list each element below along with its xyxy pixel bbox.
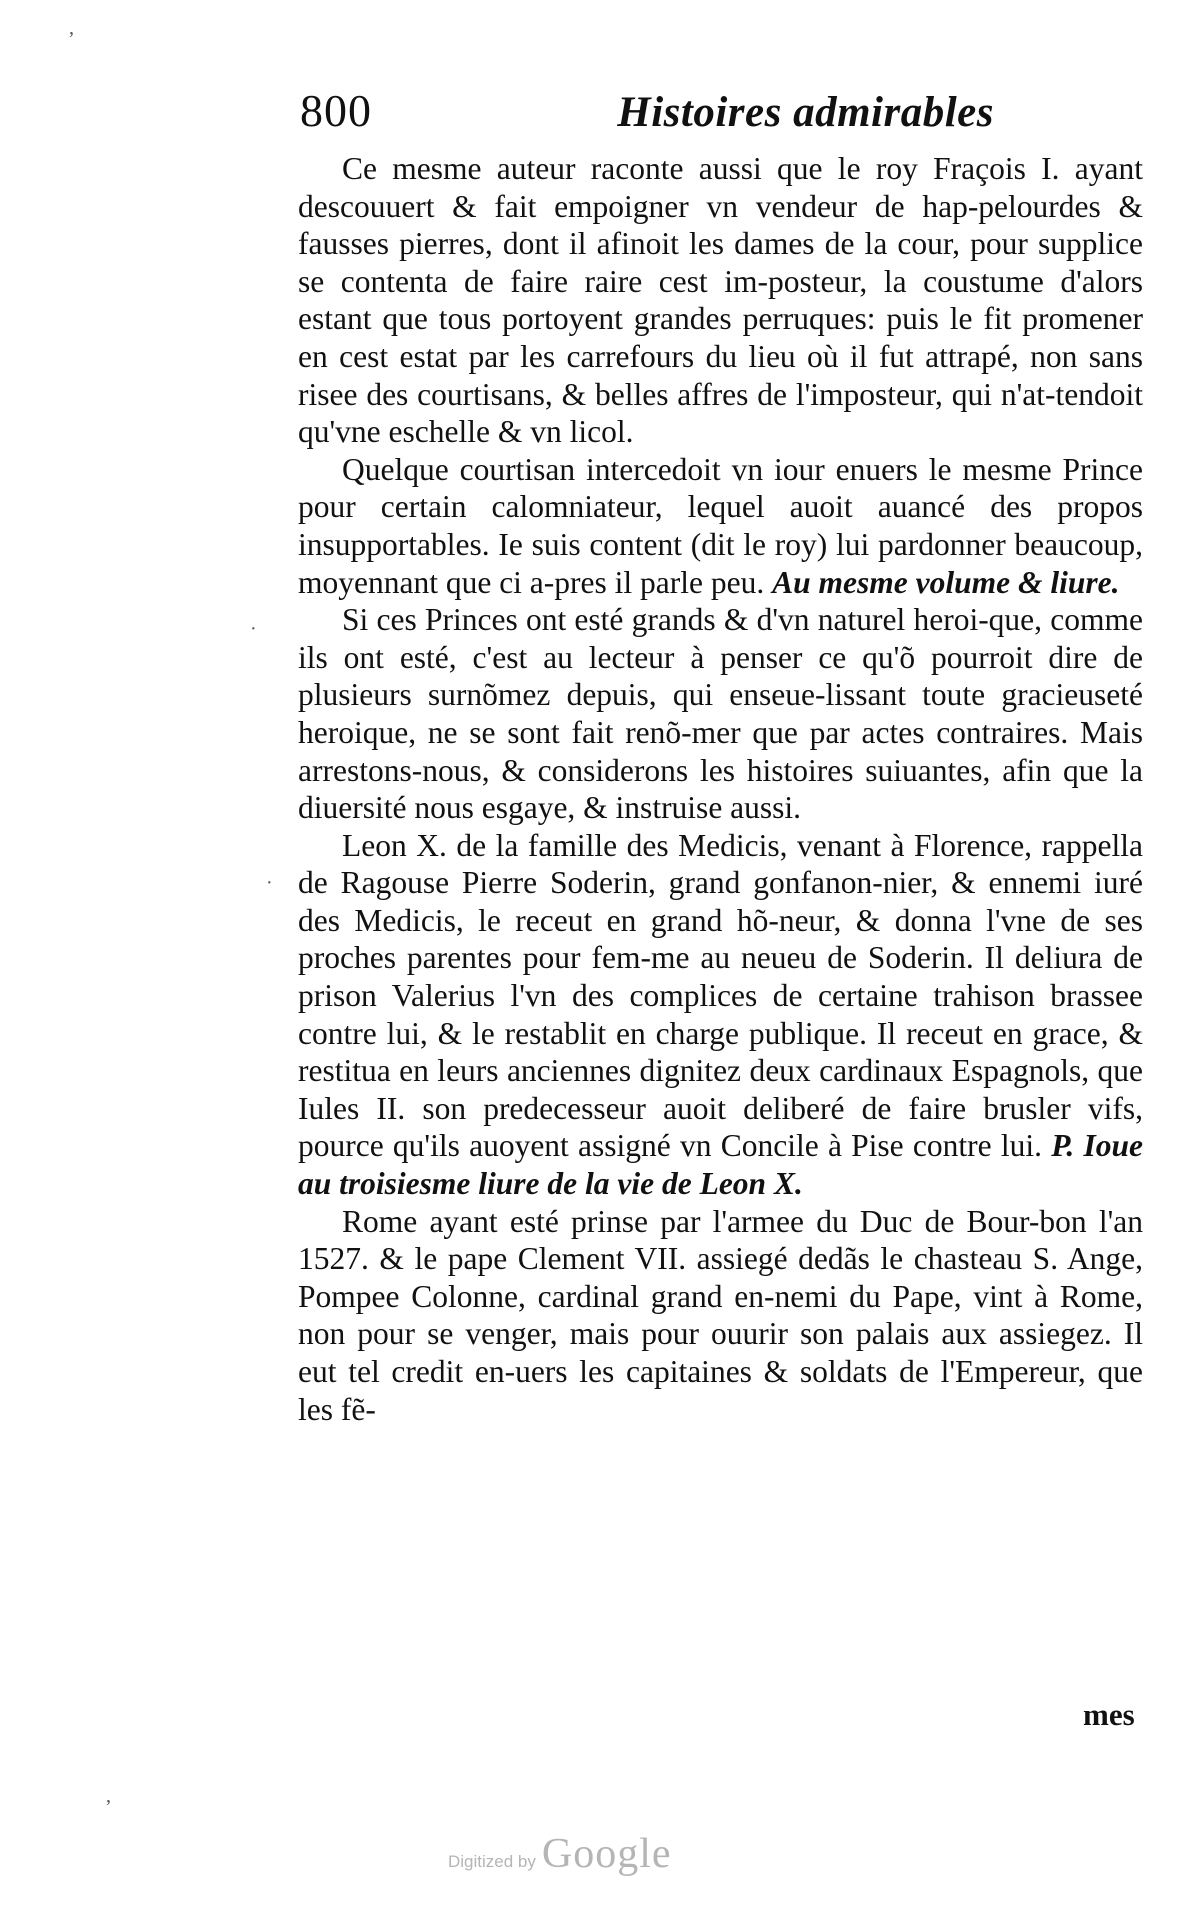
paragraph-4-text: Leon X. de la famille des Medicis, venant à Florence, rappella de Ragouse Pierre Soderin, grand gonfanon-nier, & ennemi iuré des Medicis, le receut en grand hõ-neur, & donna l'vne de ses proches parentes pour fem-me au neueu de Soderin. Il deliura de prison Valerius l'vn des complices de certaine trahison brassee contre lui, & le restablit en charge publique. Il receut en grace, & restitua en leurs anciennes dignitez deux cardinaux Espagnols, que Iules II. son predecesseur auoit deliberé de faire brusler vifs, pource qu'ils auoyent assigné vn Concile à Pise contre lui.: [298, 827, 1143, 1164]
scan-speck: ’: [68, 28, 75, 50]
body-text: [298, 150, 1143, 1428]
page-number: 800: [300, 85, 372, 136]
paragraph-1: [298, 150, 1143, 451]
paragraph-4: [298, 827, 1143, 1203]
paragraph-3-text: Si ces Princes ont esté grands & d'vn naturel heroi-que, comme ils ont esté, c'est au lecteur à penser ce qu'õ pourroit dire de plusieurs surnõmez depuis, qui enseue-lissant toute gracieuseté heroique, ne se sont fait renõ-mer que par actes contraires. Mais arrestons-nous, & considerons les histoires suiuantes, afin que la diuersité nous esgaye, & instruise aussi.: [298, 602, 1143, 826]
catchword: mes: [1083, 1697, 1135, 1732]
paragraph-4-citation: P. Ioue au troisiesme liure de la vie de Leon X.: [298, 1128, 1143, 1202]
paragraph-2: [298, 451, 1143, 601]
paragraph-5: [298, 1203, 1143, 1429]
google-logo: Google: [541, 1831, 672, 1877]
running-title: Histoires admirables: [617, 89, 994, 136]
scan-speck: ·: [266, 872, 273, 894]
digitized-by-google-watermark: [448, 1830, 672, 1878]
paragraph-3: [298, 601, 1143, 827]
paragraph-5-text: Rome ayant esté prinse par l'armee du Duc de Bour-bon l'an 1527. & le pape Clement VII. assiegé dedãs le chasteau S. Ange, Pompee Colonne, cardinal grand en-nemi du Pape, vint à Rome, non pour se venger, mais pour ouurir son palais aux assiegez. Il eut tel credit en-uers les capitaines & soldats de l'Empereur, que les fẽ-: [298, 1203, 1143, 1427]
paragraph-2-text: Quelque courtisan intercedoit vn iour enuers le mesme Prince pour certain calomniateur, lequel auoit auancé des propos insupportables. Ie suis content (dit le roy) lui pardonner beaucoup, moyennant que ci a-pres il parle peu.: [298, 451, 1143, 600]
scan-speck: ‚: [105, 1785, 112, 1807]
watermark-prefix: Digitized by: [448, 1852, 536, 1871]
scan-speck: ·: [250, 618, 257, 640]
page-header: [300, 84, 1000, 144]
paragraph-1-text: Ce mesme auteur raconte aussi que le roy Fraçois I. ayant descouuert & fait empoigner vn vendeur de hap-pelourdes & fausses pierres, dont il afinoit les dames de la cour, pour supplice se contenta de faire raire cest im-posteur, la coustume d'alors estant que tous portoyent grandes perruques: puis le fit promener en cest estat par les carrefours du lieu où il fut attrapé, non sans risee des courtisans, & belles affres de l'imposteur, qui n'at-tendoit qu'vne eschelle & vn licol.: [298, 151, 1143, 450]
paragraph-2-citation: Au mesme volume & liure.: [772, 564, 1120, 600]
